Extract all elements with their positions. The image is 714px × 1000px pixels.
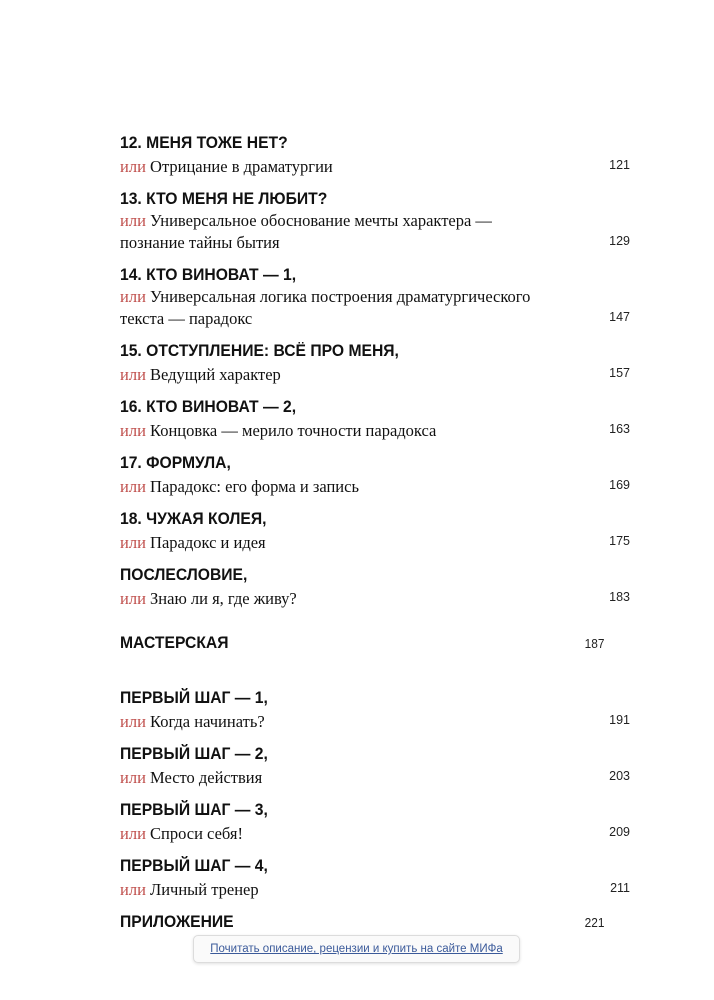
toc-subtitle-line [120, 711, 265, 733]
toc-entry-subtitle [120, 821, 630, 845]
toc-subtitle-line [120, 823, 243, 845]
toc-subtitle-text: Универсальное обоснование мечты характера — познание тайны бытия [120, 211, 492, 252]
toc-subtitle-text: Личный тренер [150, 880, 259, 899]
toc-subtitle-text: Спроси себя! [150, 824, 243, 843]
footer-link[interactable]: Почитать описание, рецензии и купить на сайте МИФа [210, 943, 503, 955]
toc-page-number: 191 [609, 713, 630, 727]
toc-entry-subtitle [120, 418, 630, 442]
toc-subtitle-text: Отрицание в драматургии [150, 157, 333, 176]
toc-entry-title [120, 632, 605, 655]
toc-title-text: 13. КТО МЕНЯ НЕ ЛЮБИТ? [120, 190, 328, 208]
toc-subtitle-text: Концовка — мерило точности парадокса [150, 421, 437, 440]
toc-page-number: 183 [609, 590, 630, 604]
toc-entry[interactable] [120, 911, 630, 934]
toc-entry[interactable] [120, 564, 630, 610]
toc-title-text: ПЕРВЫЙ ШАГ — 4, [120, 857, 268, 875]
toc-entry[interactable] [120, 452, 630, 498]
toc-page-number: 157 [609, 366, 630, 380]
toc-title-text: ПЕРВЫЙ ШАГ — 2, [120, 745, 268, 763]
toc-entry-subtitle [120, 154, 630, 178]
toc-page-number: 211 [610, 881, 630, 895]
toc-entry-subtitle [120, 362, 630, 386]
toc-page-number: 129 [609, 234, 630, 248]
toc-entry-subtitle [120, 709, 630, 733]
ili-label: или [120, 768, 146, 787]
toc-entry-title [120, 687, 605, 709]
toc-entry[interactable] [120, 132, 630, 178]
toc-page-number: 121 [609, 158, 630, 172]
ili-label: или [120, 824, 146, 843]
ili-label: или [120, 157, 146, 176]
ili-label: или [120, 712, 146, 731]
toc-subtitle-text: Парадокс и идея [150, 533, 266, 552]
toc-subtitle-line [120, 767, 262, 789]
toc-entry-title [120, 452, 605, 474]
toc-title-text: ПЕРВЫЙ ШАГ — 3, [120, 801, 268, 819]
toc-subtitle-line [120, 588, 297, 610]
table-of-contents [120, 132, 630, 944]
toc-entry-subtitle [120, 586, 630, 610]
toc-subtitle-text: Знаю ли я, где живу? [150, 589, 297, 608]
toc-page-number: 175 [609, 534, 630, 548]
toc-page-number: 209 [609, 825, 630, 839]
toc-subtitle-line [120, 420, 436, 442]
toc-entry-title [120, 855, 605, 877]
toc-subtitle-line [120, 532, 266, 554]
toc-entry[interactable] [120, 855, 630, 901]
toc-subtitle-text: Универсальная логика построения драматургического текста — парадокс [120, 287, 531, 328]
ili-label: или [120, 365, 146, 384]
ili-label: или [120, 477, 146, 496]
toc-subtitle-line [120, 879, 259, 901]
toc-entry-subtitle [120, 286, 630, 330]
toc-entry-subtitle [120, 210, 630, 254]
toc-subtitle-text: Когда начинать? [150, 712, 265, 731]
toc-page-number: 169 [609, 478, 630, 492]
toc-entry[interactable] [120, 396, 630, 442]
toc-subtitle-text: Место действия [150, 768, 263, 787]
toc-subtitle-text: Ведущий характер [150, 365, 281, 384]
toc-entry[interactable] [120, 264, 630, 330]
toc-title-text: 12. МЕНЯ ТОЖЕ НЕТ? [120, 134, 288, 152]
toc-entry[interactable] [120, 508, 630, 554]
ili-label: или [120, 880, 146, 899]
toc-entry-title [120, 508, 605, 530]
toc-title-text: 17. ФОРМУЛА, [120, 454, 231, 472]
footer-link-box [193, 935, 520, 963]
toc-entry-title [120, 743, 605, 765]
toc-section[interactable] [120, 632, 630, 655]
toc-page-number: 147 [609, 310, 630, 324]
toc-entry-title [120, 564, 605, 586]
toc-page-number: 163 [609, 422, 630, 436]
toc-page-number: 221 [584, 916, 605, 930]
toc-entry-title [120, 132, 605, 154]
toc-entry-subtitle [120, 877, 630, 901]
toc-entry[interactable] [120, 799, 630, 845]
toc-entry[interactable] [120, 340, 630, 386]
toc-subtitle-line [120, 476, 359, 498]
toc-page-number: 187 [584, 637, 605, 651]
toc-title-text: ПРИЛОЖЕНИЕ [120, 913, 234, 931]
toc-subtitle-line [120, 364, 281, 386]
toc-entry[interactable] [120, 687, 630, 733]
toc-title-text: ПЕРВЫЙ ШАГ — 1, [120, 689, 268, 707]
toc-title-text: 16. КТО ВИНОВАТ — 2, [120, 398, 297, 416]
toc-title-text: 18. ЧУЖАЯ КОЛЕЯ, [120, 510, 267, 528]
toc-title-text: ПОСЛЕСЛОВИЕ, [120, 566, 248, 584]
toc-entry-title [120, 799, 605, 821]
toc-entry-subtitle [120, 530, 630, 554]
toc-entry-title [120, 188, 605, 210]
toc-entry-subtitle [120, 765, 630, 789]
toc-page-number: 203 [609, 769, 630, 783]
ili-label: или [120, 287, 146, 306]
toc-entry-title [120, 264, 605, 286]
toc-subtitle-line [120, 210, 550, 254]
ili-label: или [120, 589, 146, 608]
ili-label: или [120, 533, 146, 552]
ili-label: или [120, 421, 146, 440]
toc-entry[interactable] [120, 743, 630, 789]
toc-entry[interactable] [120, 188, 630, 254]
toc-subtitle-line [120, 286, 550, 330]
ili-label: или [120, 211, 146, 230]
toc-entry-title [120, 396, 605, 418]
toc-subtitle-text: Парадокс: его форма и запись [150, 477, 359, 496]
toc-subtitle-line [120, 156, 333, 178]
toc-title-text: 14. КТО ВИНОВАТ — 1, [120, 266, 297, 284]
toc-entry-subtitle [120, 474, 630, 498]
toc-title-text: МАСТЕРСКАЯ [120, 634, 229, 652]
toc-entry-title [120, 911, 605, 934]
toc-title-text: 15. ОТСТУПЛЕНИЕ: ВСЁ ПРО МЕНЯ, [120, 342, 399, 360]
toc-entry-title [120, 340, 605, 362]
